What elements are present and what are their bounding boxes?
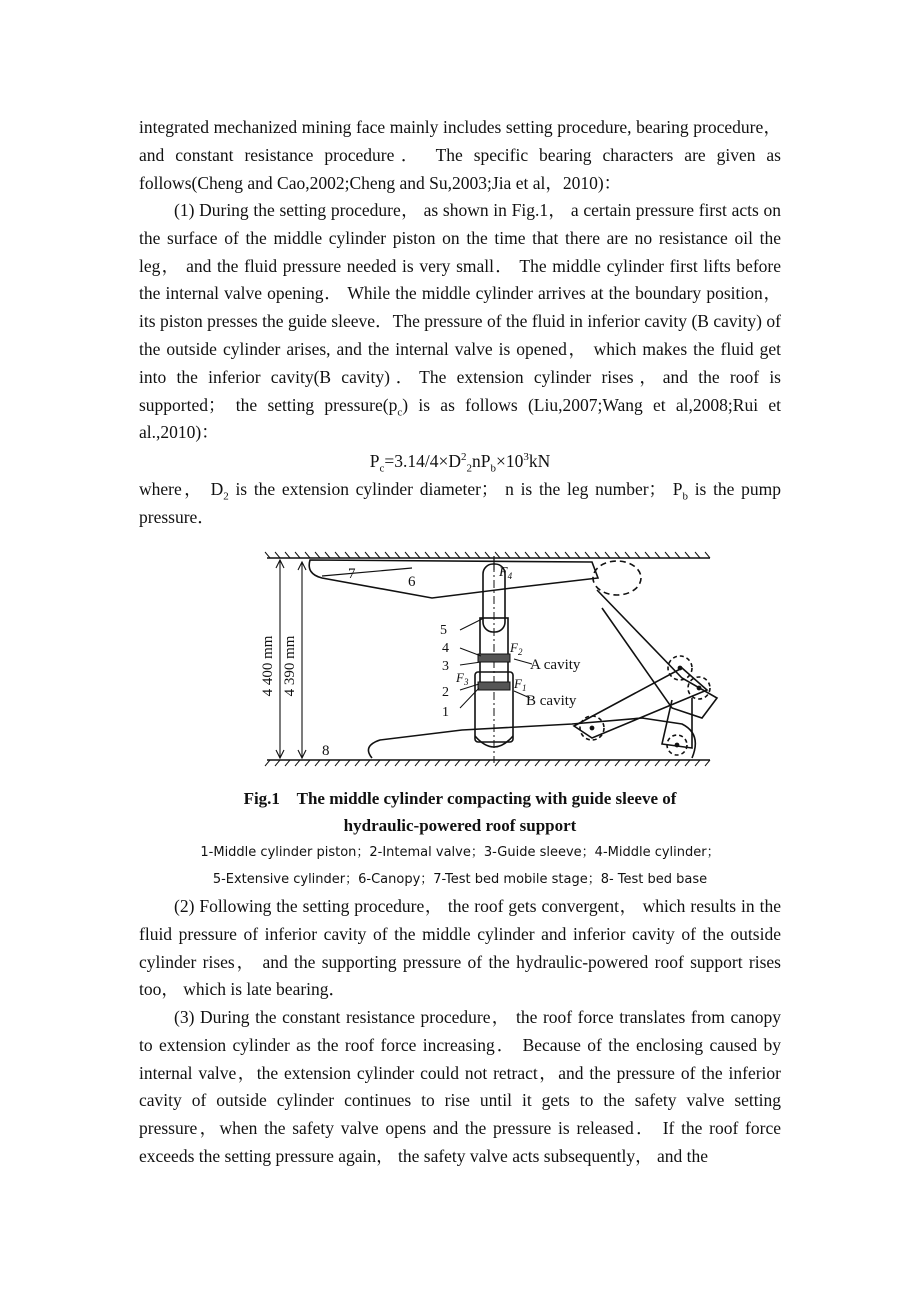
- dimension-label-outer: 4 400 mm: [260, 635, 276, 697]
- paragraph-intro: [139, 114, 781, 197]
- part-label-4: 4: [442, 641, 449, 656]
- part-label-1: 1: [442, 705, 449, 720]
- roof-hatching: [265, 552, 710, 558]
- rear-pin-dashed: [593, 561, 641, 595]
- paragraph-2-text: (2) Following the setting procedure， the roof gets convergent， which results in the fluid pressure of inferior cavity of the middle cylinder and inferior cavity of the outside cylinder rises， and the supporting pressure of the hydraulic-powered roof support rises too， which is late bearing．: [139, 896, 781, 1000]
- force-label-f3: $F_3$: [456, 670, 469, 687]
- where-sub: b: [682, 490, 688, 503]
- a-cavity-label: A cavity: [530, 657, 581, 673]
- paragraph-1-end-text: ) is as follows (Liu,2007;Wang et al,2008;Rui et al.,2010)：: [139, 394, 781, 443]
- paragraph-setting-procedure: [139, 197, 781, 447]
- figure-legend-line-2: [0, 866, 920, 894]
- paragraph-where: [139, 476, 781, 532]
- eq-part: kN: [528, 451, 551, 471]
- part-label-8: 8: [322, 743, 330, 759]
- figure-1-diagram: [262, 548, 712, 770]
- where-text: is the extension cylinder diameter； n is the leg number； P: [228, 479, 683, 499]
- paragraph-intro-text: integrated mechanized mining face mainly includes setting procedure, bearing procedure， and constant resistance procedure． The specific bearing characters are given as follows(Cheng and Cao,2002;Cheng and Su,2003;Jia et al，2010)：: [139, 117, 781, 193]
- where-sub: 2: [223, 490, 229, 503]
- eq-sub: 2: [466, 462, 472, 475]
- paragraph-1-text: (1) During the setting procedure， as shown in Fig.1， a certain pressure first acts on the surface of the middle cylinder piston on the time that there are no resistance oil the leg， and the fluid pressure needed is very small． The middle cylinder first lifts before the internal valve opening． While the middle cylinder arrives at the boundary position，its piston presses the guide sleeve．The pressure of the fluid in inferior cavity (B cavity) of the outside cylinder arises, and the internal valve is opened， which makes the fluid get into the inferior cavity(B cavity)．The extension cylinder rises，and the roof is supported； the setting pressure(p: [139, 200, 781, 415]
- dimension-label-inner: 4 390 mm: [282, 635, 298, 697]
- right-pin-center: [697, 686, 700, 689]
- figure-legend-line-1: [0, 839, 920, 867]
- b-cavity-label: B cavity: [526, 693, 577, 709]
- eq-part: P: [369, 451, 380, 471]
- internal-valve: [478, 682, 510, 690]
- paragraph-constant-resistance: [139, 1004, 781, 1171]
- force-label-f1: $F_1$: [514, 676, 527, 693]
- force-label-f4: $F_4$: [499, 565, 513, 581]
- eq-sub: c: [379, 462, 385, 475]
- guide-sleeve: [478, 654, 510, 662]
- eq-sup: 2: [461, 451, 467, 464]
- eq-sub: b: [490, 462, 496, 475]
- legend-text-2: 5-Extensive cylinder；6-Canopy；7-Test bed mobile stage；8- Test bed base: [212, 872, 708, 887]
- lower-pin-center: [590, 726, 593, 729]
- force-label-f2: $F_2$: [510, 640, 523, 657]
- part-label-3: 3: [442, 659, 449, 674]
- roof-support-drawing: [262, 548, 712, 770]
- upper-pin-center: [678, 666, 681, 669]
- where-text: where， D: [139, 479, 224, 499]
- eq-sup: 3: [523, 451, 529, 464]
- part-label-5: 5: [440, 623, 447, 638]
- subscript-c: c: [397, 406, 403, 419]
- where-text: is the pump pressure．: [139, 479, 782, 527]
- base-shape: [368, 718, 695, 758]
- legend-text-1: 1-Middle cylinder piston；2-Intemal valve；3-Guide sleeve；4-Middle cylinder；: [200, 845, 720, 860]
- part-label-7: 7: [348, 566, 356, 582]
- part-label-6: 6: [408, 574, 416, 590]
- eq-part: nP: [472, 451, 491, 471]
- part-label-2: 2: [442, 685, 449, 700]
- paragraph-late-bearing: [139, 893, 781, 1004]
- floor-hatching: [265, 760, 710, 766]
- caption-text-2: hydraulic-powered roof support: [343, 816, 577, 835]
- figure-caption-line-1: [0, 785, 920, 813]
- eq-part: ×10: [495, 451, 524, 471]
- setting-pressure-equation: [0, 448, 920, 476]
- base-pin-center: [675, 743, 678, 746]
- mobile-stage-line: [322, 568, 412, 576]
- caption-text-1: Fig.1 The middle cylinder compacting with guide sleeve of: [243, 789, 677, 808]
- paragraph-3-text: (3) During the constant resistance procedure， the roof force translates from canopy to extension cylinder as the roof force increasing． Because of the enclosing caused by internal valve，the extension cylinder could not retract，and the pressure of the inferior cavity of outside cylinder continues to rise until it gets to the safety valve setting pressure，when the safety valve opens and the pressure is released． If the roof force exceeds the setting pressure again， the safety valve acts subsequently， and the: [139, 1007, 781, 1166]
- eq-part: =3.14/4×D: [384, 451, 461, 471]
- figure-caption-line-2: [0, 812, 920, 840]
